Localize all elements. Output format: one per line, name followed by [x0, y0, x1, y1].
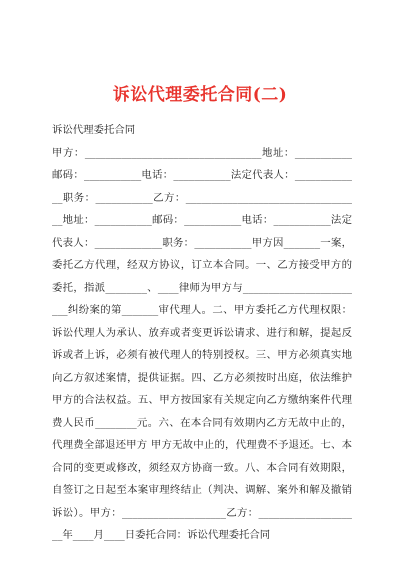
document-title: 诉讼代理委托合同(二)	[112, 85, 288, 105]
contract-subtitle: 诉讼代理委托合同	[52, 124, 136, 136]
contract-text: 甲方：__________________________________地址：___________邮码：___________电话：___________法定代表人：_____________职务：___________乙方：__________________________________地址：___________邮码：___________电话：___________法定代表人：_____________职务：___________甲方因_______一案，委托乙方代理，经双方协议，订立本合同。一、乙方接受甲方的委托，指派________、____律师为甲方与________________________纠纷案的第_______审代理人。二、甲方委托乙方代理权限：诉讼代理人为承认、放弃或者变更诉讼请求、进行和解，提起反诉或者上诉，必须有被代理人的特别授权。三、甲方必须真实地向乙方叙述案情，提供证据。四、乙方必须按时出庭，依法维护甲方的合法权益。五、甲方按国家有关规定向乙方缴纳案件代理费人民币________元。六、在本合同有效期内乙方无故中止的，代理费全部退还甲方 甲方无故中止的，代理费不予退还。七、本合同的变更或修改，须经双方协商一致。八、本合同有效期限，自签订之日起至本案审理终结止（判决、调解、案外和解及撤销诉讼）。甲方：____________________乙方：____________________年____月____日委托合同：诉讼代理委托合同	[52, 146, 352, 541]
contract-body	[52, 119, 352, 547]
